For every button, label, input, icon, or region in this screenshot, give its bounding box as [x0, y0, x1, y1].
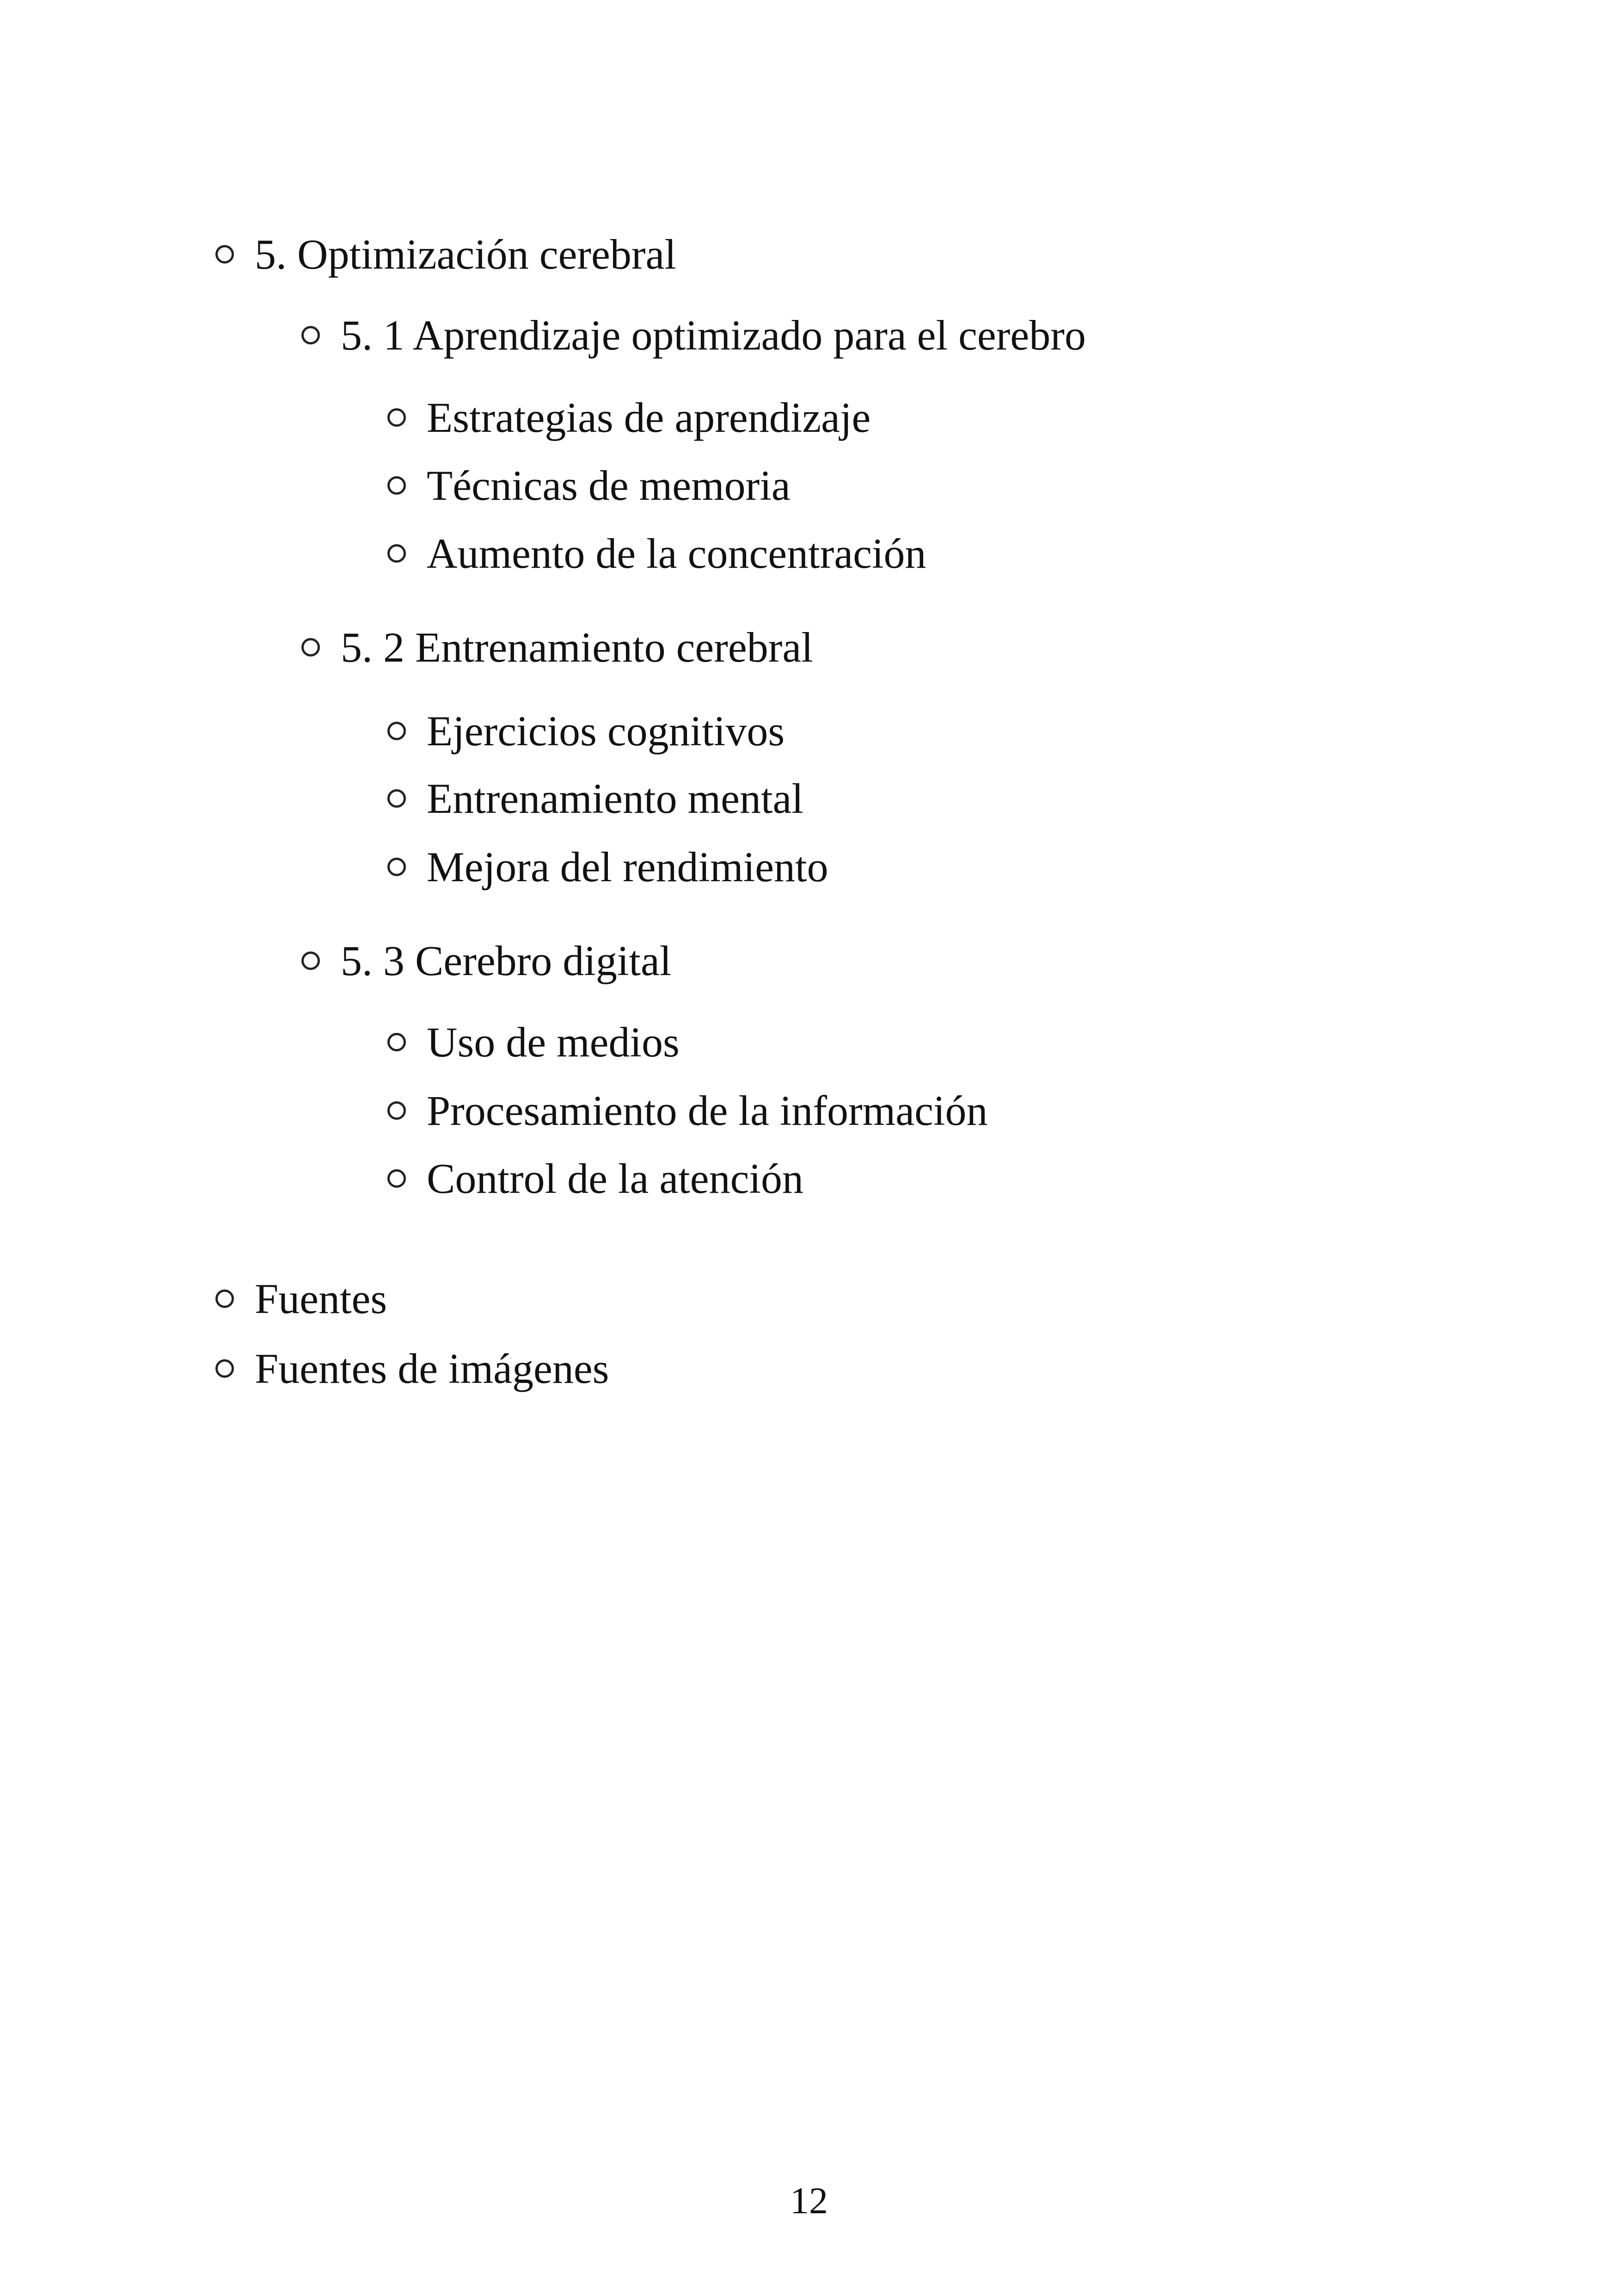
- hollow-circle-icon: [387, 544, 406, 563]
- outline-item: [387, 1151, 803, 1206]
- outline-item: [387, 1014, 680, 1070]
- outline-item-label: 5. 3 Cerebro digital: [341, 937, 672, 984]
- outline-item: [387, 458, 791, 513]
- hollow-circle-icon: [387, 858, 406, 876]
- hollow-circle-icon: [387, 476, 406, 495]
- outline-item-label: Técnicas de memoria: [427, 462, 791, 509]
- outline-item-5-1: [301, 307, 1086, 363]
- hollow-circle-icon: [387, 1033, 406, 1051]
- hollow-circle-icon: [301, 952, 320, 970]
- outline-item: [387, 839, 828, 895]
- outline-item: [387, 390, 870, 445]
- hollow-circle-icon: [301, 326, 320, 344]
- outline-item-sources: [215, 1271, 387, 1326]
- hollow-circle-icon: [301, 638, 320, 657]
- page-number: 12: [790, 2179, 828, 2222]
- hollow-circle-icon: [387, 1101, 406, 1120]
- outline-item: [387, 526, 926, 581]
- hollow-circle-icon: [215, 1289, 234, 1308]
- outline-item-label: 5. 2 Entrenamiento cerebral: [341, 624, 813, 671]
- hollow-circle-icon: [215, 245, 234, 264]
- hollow-circle-icon: [215, 1359, 234, 1378]
- outline-item-label: 5. Optimización cerebral: [255, 231, 676, 278]
- outline-item-label: Aumento de la concentración: [427, 530, 926, 577]
- outline-item: [387, 1083, 987, 1138]
- outline-item-5-2: [301, 620, 813, 675]
- outline-item-label: Ejercicios cognitivos: [427, 707, 785, 755]
- outline-item-label: Fuentes de imágenes: [255, 1345, 609, 1392]
- outline-item-section-5: [215, 227, 676, 282]
- outline-item-label: Entrenamiento mental: [427, 775, 803, 822]
- outline-item-label: Mejora del rendimiento: [427, 843, 828, 890]
- outline-item-label: Uso de medios: [427, 1019, 680, 1066]
- outline-item: [387, 703, 784, 759]
- outline-item: [387, 771, 803, 826]
- outline-item-label: 5. 1 Aprendizaje optimizado para el cerebro: [341, 312, 1086, 359]
- outline-item-label: Estrategias de aprendizaje: [427, 394, 871, 441]
- outline-item-image-sources: [215, 1341, 609, 1396]
- outline-item-label: Fuentes: [255, 1275, 387, 1322]
- hollow-circle-icon: [387, 789, 406, 808]
- hollow-circle-icon: [387, 408, 406, 427]
- outline-item-label: Procesamiento de la información: [427, 1087, 988, 1134]
- hollow-circle-icon: [387, 1169, 406, 1188]
- outline-item-label: Control de la atención: [427, 1155, 803, 1202]
- outline-item-5-3: [301, 933, 671, 988]
- hollow-circle-icon: [387, 722, 406, 740]
